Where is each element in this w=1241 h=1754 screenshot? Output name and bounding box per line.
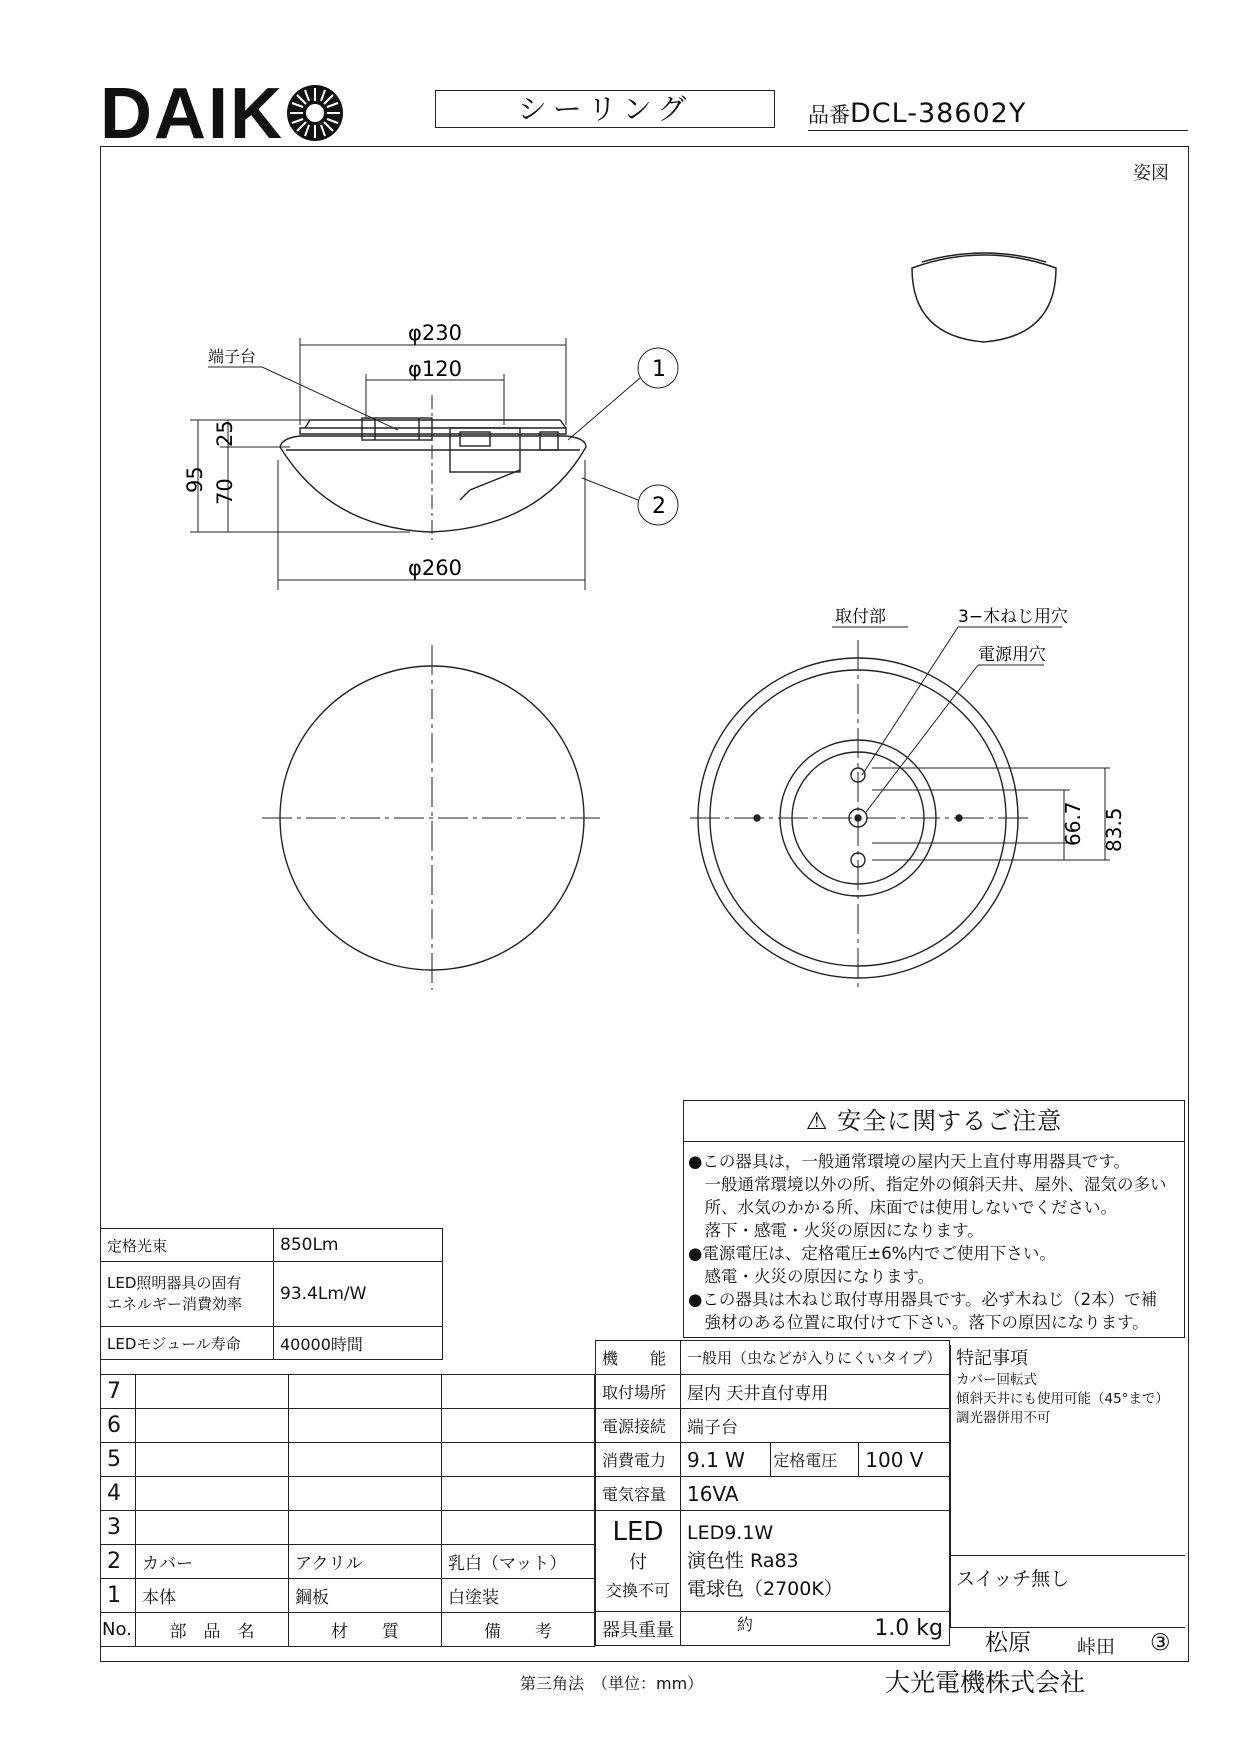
table-row: 5 [101, 1443, 595, 1477]
daiko-logo: DAIK [100, 78, 346, 156]
parts-table [100, 1374, 595, 1647]
table-row: 電源接続 端子台 [596, 1409, 950, 1443]
notes-line: カバー回転式 [956, 1372, 1037, 1388]
dim-70: 70 [213, 478, 237, 505]
front-view-circle [262, 645, 602, 990]
table-row: 電気容量 16VA [596, 1477, 950, 1511]
dim-66-7: 66.7 [1061, 801, 1085, 846]
table-row: 4 [101, 1477, 595, 1511]
table-row: 器具重量 約 1.0 kg [596, 1612, 950, 1646]
table-row: 6 [101, 1409, 595, 1443]
table-row: 3 [101, 1511, 595, 1545]
part-prefix: 品番 [808, 103, 850, 127]
screw-hole-label: 3−木ねじ用穴 [958, 607, 1069, 627]
notes-line: 傾斜天井にも使用可能（45°まで） [956, 1391, 1169, 1407]
table-row: 2 カバー アクリル 乳白（マット） [101, 1545, 595, 1579]
notes-title: 特記事項 [956, 1348, 1028, 1369]
warning-icon: ⚠ [805, 1107, 829, 1135]
signature-2: 峠田 [1077, 1636, 1116, 1658]
safety-title: ⚠ 安全に関するご注意 [684, 1101, 1184, 1142]
table-row: 取付場所 屋内 天井直付専用 [596, 1375, 950, 1409]
table-row: 機 能 一般用（虫などが入りにくいタイプ） [596, 1341, 950, 1375]
table-row: 消費電力 9.1 W 定格電圧 100 V [596, 1443, 950, 1477]
power-hole-label: 電源用穴 [978, 645, 1046, 665]
function-table [595, 1340, 950, 1646]
switch-note: スイッチ無し [956, 1568, 1070, 1590]
table-row: 1 本体 鋼板 白塗装 [101, 1579, 595, 1613]
dim-120: φ120 [408, 357, 462, 381]
safety-line: 落下・感電・火災の原因になります。 [688, 1221, 984, 1240]
table-row: 定格光束 850Lm [101, 1229, 443, 1262]
mount-label: 取付部 [835, 607, 886, 627]
safety-line: ●この器具は，一般通常環境の屋内天上直付専用器具です。 [688, 1152, 1131, 1171]
dim-95: 95 [183, 466, 207, 493]
safety-line: 感電・火災の原因になります。 [688, 1267, 935, 1286]
terminal-label: 端子台 [208, 347, 257, 366]
spec-table [100, 1228, 443, 1360]
sign-divider [950, 1627, 1185, 1628]
dim-25: 25 [213, 420, 237, 447]
callout-1: 1 [652, 357, 666, 382]
dim-260: φ260 [408, 556, 462, 580]
safety-line: 所、水気のかかる所、床面では使用しないでください。 [688, 1198, 1117, 1217]
perspective-view [912, 253, 1056, 342]
revision-mark: ③ [1150, 1630, 1171, 1656]
table-row: LED 付 交換不可 LED9.1W 演色性 Ra83 電球色（2700K） [596, 1511, 950, 1612]
safety-line: ●この器具は木ねじ取付専用器具です。必ず木ねじ（2本）で補 [688, 1290, 1158, 1309]
safety-notice [683, 1100, 1185, 1338]
table-header: No. 部 品 名 材 質 備 考 [101, 1613, 595, 1647]
signature-1: 松原 [985, 1630, 1031, 1656]
safety-line: 強材のある位置に取付けて下さい。落下の原因になります。 [688, 1313, 1149, 1332]
view-label: 姿図 [1133, 163, 1169, 184]
company-name: 大光電機株式会社 [885, 1668, 1086, 1697]
safety-line: 一般通常環境以外の所、指定外の傾斜天井、屋外、湿気の多い [688, 1175, 1167, 1194]
side-view [280, 395, 586, 540]
safety-line: ●電源電圧は、定格電圧±6%内でご使用下さい。 [688, 1244, 1056, 1263]
table-row: LED照明器具の固有 エネルギー消費効率 93.4Lm/W [101, 1262, 443, 1327]
dim-230: φ230 [408, 321, 462, 345]
dim-83-5: 83.5 [1102, 807, 1126, 852]
table-row: LEDモジュール寿命 40000時間 [101, 1327, 443, 1360]
mount-view [690, 627, 1110, 990]
notes-line: 調光器併用不可 [956, 1410, 1051, 1426]
projection-note: 第三角法 （単位：mm） [520, 1674, 704, 1693]
table-row: 7 [101, 1375, 595, 1409]
part-number: 品番DCL-38602Y [808, 98, 1027, 129]
category-box: シーリング [435, 90, 775, 128]
callout-2: 2 [652, 494, 666, 519]
notes-divider [950, 1555, 1185, 1556]
